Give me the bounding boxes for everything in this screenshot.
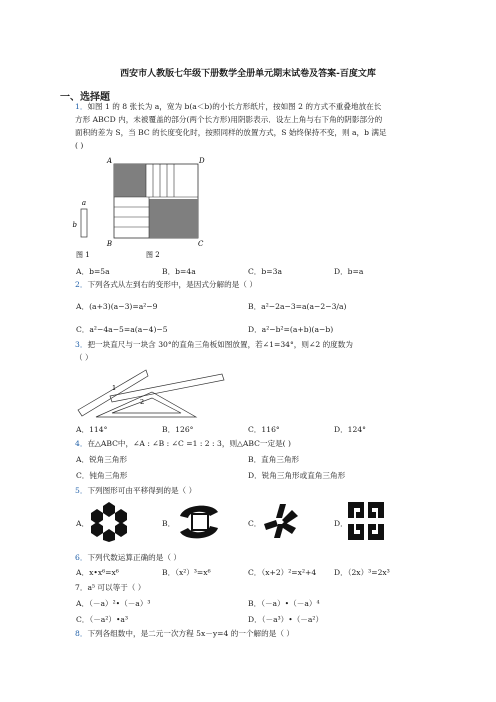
q4-option-d: D．锐角三角形或直角三角形 bbox=[248, 471, 346, 480]
q4-line bbox=[75, 438, 291, 450]
q8-stem: 下列各组数中，是二元一次方程 5x－y=4 的一个解的是（ ） bbox=[87, 629, 294, 638]
q1-figure bbox=[72, 154, 226, 260]
q4-option-c: C．钝角三角形 bbox=[76, 471, 128, 480]
q5-option-d: D． bbox=[334, 519, 348, 528]
label-a: a bbox=[81, 199, 87, 207]
q6-line bbox=[75, 552, 181, 564]
q3-number: 3． bbox=[75, 340, 88, 349]
document-title: 西安市人教版七年级下册数学全册单元期末试卷及答案-百度文库 bbox=[120, 69, 376, 79]
fig1-small-rect bbox=[81, 209, 87, 237]
angle-1-label: 1 bbox=[112, 384, 117, 392]
label-D: D bbox=[199, 157, 205, 165]
q2-option-d: D．a²−b²=(a+b)(a−b) bbox=[248, 325, 334, 334]
q6-option-a: A．x•x⁶=x⁶ bbox=[76, 568, 119, 577]
q7-line bbox=[75, 582, 145, 594]
q6-option-c: C．（x+2）²=x²+4 bbox=[248, 568, 317, 577]
q2-option-a: A．(a+3)(a−3)=a²−9 bbox=[76, 302, 158, 311]
q1-number: 1． bbox=[75, 102, 88, 111]
q7-number: 7． bbox=[75, 583, 88, 592]
q1-option-b: B．b=4a bbox=[162, 267, 196, 276]
section-heading: 一、选择题 bbox=[60, 92, 110, 103]
fig1-caption: 图 1 bbox=[76, 251, 90, 259]
q5-stem: 下列图形可由平移得到的是（ ） bbox=[87, 486, 197, 495]
q1-stem-2: 方形 ABCD 内，未被覆盖的部分(两个长方形)用阴影表示．设左上角与右下角的阴影部分的 bbox=[75, 115, 383, 124]
q5-figure-a bbox=[88, 500, 130, 542]
q2-option-c: C．a²−4a−5=a(a−4)−5 bbox=[76, 325, 168, 334]
q1-option-a: A．b=5a bbox=[76, 267, 110, 276]
angle-2-label: 2 bbox=[140, 398, 145, 406]
fig2-caption: 图 2 bbox=[146, 251, 160, 259]
shaded-top-left bbox=[114, 164, 146, 197]
ruler-2 bbox=[110, 374, 224, 402]
q4-number: 4． bbox=[75, 439, 88, 448]
q3-line bbox=[75, 339, 353, 351]
shaded-bottom-right bbox=[149, 199, 198, 238]
q2-option-b: B．a²−2a−3=a(a−2−3/a) bbox=[248, 302, 347, 311]
q1-line1 bbox=[75, 101, 381, 113]
q5-figure-d bbox=[346, 500, 386, 542]
label-B: B bbox=[106, 240, 112, 248]
q7-stem: a⁵ 可以等于（ ） bbox=[87, 583, 146, 592]
label-b: b bbox=[72, 221, 77, 229]
q2-line bbox=[75, 279, 257, 291]
q3-figure bbox=[76, 364, 226, 420]
q1-stem-4: ( ) bbox=[75, 141, 84, 150]
q5-option-b: B． bbox=[162, 519, 176, 528]
q6-option-b: B．（x²）³=x⁶ bbox=[162, 568, 211, 577]
q5-figure-b bbox=[176, 502, 222, 542]
q6-option-d: D．（2x）³=2x³ bbox=[334, 568, 390, 577]
q4-option-a: A．锐角三角形 bbox=[76, 455, 128, 464]
q3-option-a: A．114° bbox=[76, 425, 108, 434]
q1-stem-3: 面积的差为 S，当 BC 的长度变化时，按照同样的放置方式，S 始终保持不变，则 a，b 满足 bbox=[75, 128, 387, 137]
q3-paren: （ ） bbox=[75, 353, 93, 362]
q8-line bbox=[75, 628, 294, 640]
q5-option-c: C． bbox=[248, 519, 262, 528]
q4-option-b: B．直角三角形 bbox=[248, 455, 300, 464]
q8-number: 8． bbox=[75, 629, 88, 638]
q5-option-a: A． bbox=[76, 519, 90, 528]
q7-option-b: B．（－a）•（－a）⁴ bbox=[248, 599, 320, 608]
q6-stem: 下列代数运算正确的是（ ） bbox=[87, 553, 181, 562]
q3-option-b: B．126° bbox=[162, 425, 194, 434]
q1-option-c: C．b=3a bbox=[248, 267, 282, 276]
q4-stem: 在△ABC中，∠A : ∠B : ∠C =1 : 2 : 3，则△ABC一定是( ) bbox=[87, 439, 292, 448]
q6-number: 6． bbox=[75, 553, 88, 562]
q3-option-c: C．116° bbox=[248, 425, 280, 434]
label-C: C bbox=[198, 240, 204, 248]
q1-option-d: D．b=a bbox=[334, 267, 364, 276]
q2-stem: 下列各式从左到右的变形中，是因式分解的是（ ） bbox=[87, 280, 257, 289]
q5-number: 5． bbox=[75, 486, 88, 495]
q7-option-a: A．（－a）²•（－a）³ bbox=[76, 599, 151, 608]
q3-stem: 把一块直尺与一块含 30°的直角三角板如图放置，若∠1=34°，则∠2 的度数为 bbox=[87, 340, 353, 349]
q5-figure-c bbox=[262, 502, 302, 540]
q2-number: 2． bbox=[75, 280, 88, 289]
q7-option-d: D．（－a³）•（－a²） bbox=[248, 615, 324, 624]
label-A: A bbox=[106, 157, 112, 165]
q3-option-d: D．124° bbox=[334, 425, 366, 434]
q1-stem-1: 如图 1 的 8 张长为 a，宽为 b(a＜b)的小长方形纸片，按如图 2 的方式不重叠地放在长 bbox=[87, 102, 382, 111]
q7-option-c: C．（－a²）•a³ bbox=[76, 615, 129, 624]
q5-line bbox=[75, 485, 196, 497]
